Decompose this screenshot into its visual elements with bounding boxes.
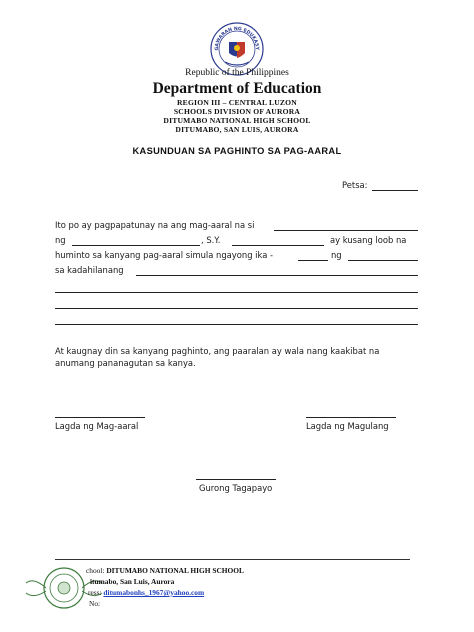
reason-blank-4[interactable] <box>55 324 418 325</box>
date-label: Petsa: <box>342 180 368 190</box>
month-year-blank[interactable] <box>348 260 418 261</box>
footer-address: itumabo, San Luis, Aurora <box>90 577 175 586</box>
footer-school-label: chool: <box>86 566 105 575</box>
parent-signature-label: Lagda ng Magulang <box>306 421 389 431</box>
form-title: KASUNDUAN SA PAGHINTO SA PAG-AARAL <box>132 146 342 156</box>
school-address-line: DITUMABO, SAN LUIS, AURORA <box>175 125 299 134</box>
adviser-signature-label: Gurong Tagapayo <box>199 483 273 493</box>
liability-text-2: anumang pananagutan sa kanya. <box>55 358 196 368</box>
footer-email-label: ress: <box>88 588 102 597</box>
date-blank[interactable] <box>372 190 418 191</box>
student-signature-line[interactable] <box>55 417 145 418</box>
grade-section-blank[interactable] <box>72 245 200 246</box>
footer-no-label: No: <box>89 599 101 608</box>
school-name-line: DITUMABO NATIONAL HIGH SCHOOL <box>163 116 311 125</box>
school-year-blank[interactable] <box>232 245 324 246</box>
reason-blank-1[interactable] <box>136 275 418 276</box>
footer-email-row <box>88 588 204 597</box>
footer-divider <box>55 559 410 560</box>
reason-blank-2[interactable] <box>55 292 418 293</box>
sy-label: , S.Y. <box>201 235 221 245</box>
department-title: Department of Education <box>152 80 322 97</box>
republic-line: Republic of the Philippines <box>185 68 289 78</box>
student-name-blank[interactable] <box>274 230 418 231</box>
region-line: REGION III – CENTRAL LUZON <box>177 98 297 107</box>
parent-signature-line[interactable] <box>306 417 396 418</box>
day-blank[interactable] <box>298 260 328 261</box>
footer-school-row <box>86 566 244 575</box>
certify-text: Ito po ay pagpapatunay na ang mag-aaral na si <box>55 220 255 230</box>
voluntary-text: ay kusang loob na <box>330 235 407 245</box>
ng-label: ng <box>55 235 66 245</box>
stopped-text: huminto sa kanyang pag-aaral simula ngayong ika - <box>55 250 274 260</box>
footer-email-link[interactable]: ditumabonhs_1967@yahoo.com <box>103 588 205 597</box>
ng-month-label: ng <box>331 250 342 260</box>
footer-school-name: DITUMABO NATIONAL HIGH SCHOOL <box>106 566 244 575</box>
division-line: SCHOOLS DIVISION OF AURORA <box>173 107 301 116</box>
student-signature-label: Lagda ng Mag-aaral <box>55 421 139 431</box>
adviser-signature-line[interactable] <box>196 479 276 480</box>
seal-text: GAWARAN NG EDUKASY <box>214 26 260 51</box>
liability-text-1: At kaugnay din sa kanyang paghinto, ang paaralan ay wala nang kaakibat na <box>55 346 380 356</box>
reason-label: sa kadahilanang <box>55 265 124 275</box>
reason-blank-3[interactable] <box>55 308 418 309</box>
